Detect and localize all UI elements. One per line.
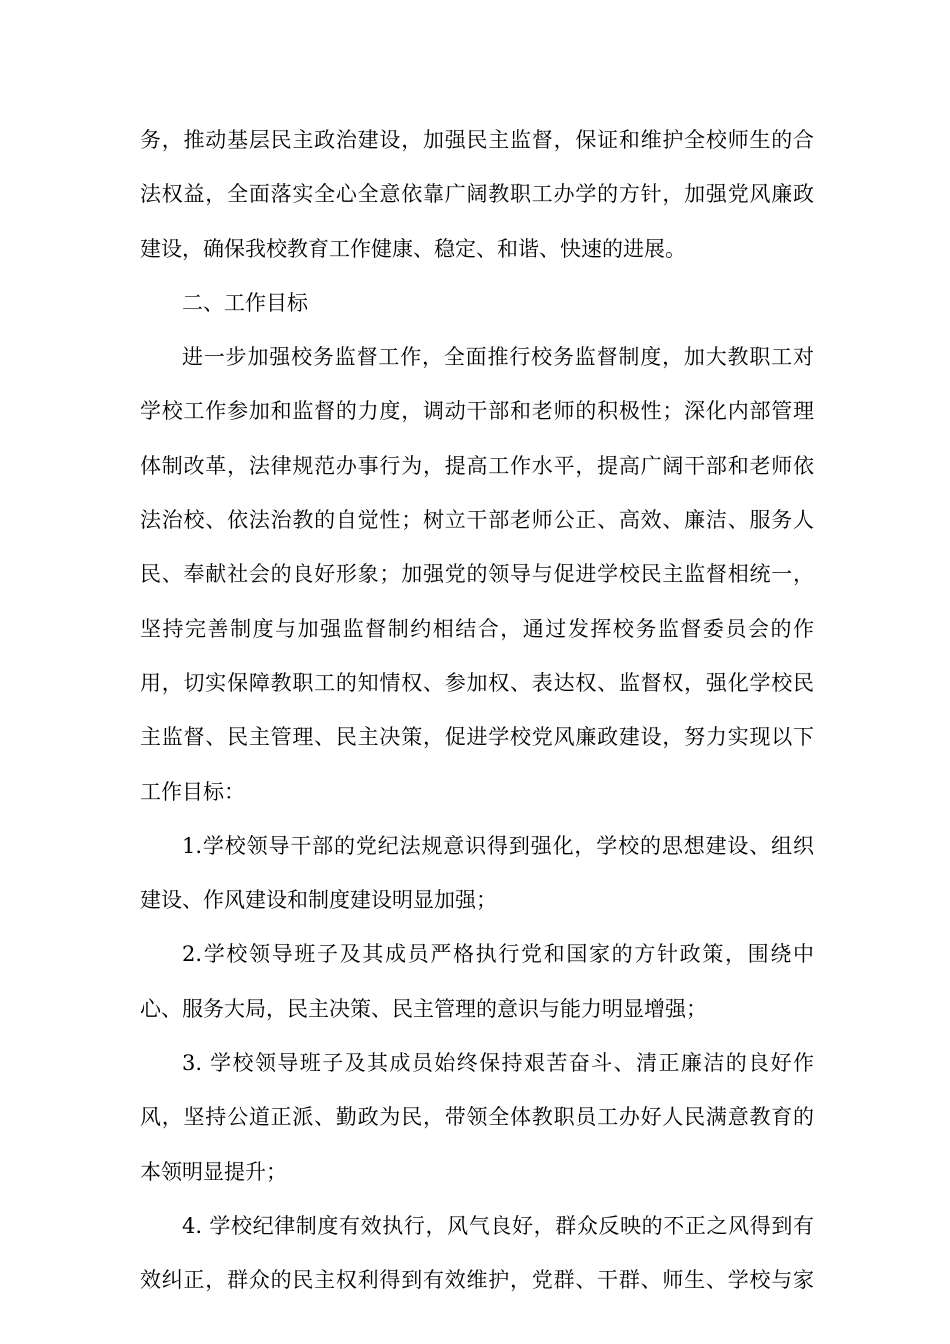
text-line: 效纠正，群众的民主权利得到有效维护，党群、干群、师生、学校与家 — [140, 1268, 814, 1293]
paragraph — [140, 1036, 814, 1199]
paragraph — [140, 1199, 814, 1308]
paragraph — [140, 276, 814, 330]
text-line: 1.学校领导干部的党纪法规意识得到强化，学校的思想建设、组织 — [182, 833, 814, 858]
document-page — [140, 113, 814, 1308]
paragraph — [140, 113, 814, 276]
text-line: 3. 学校领导班子及其成员始终保持艰苦奋斗、清正廉洁的良好作 — [182, 1051, 814, 1076]
text-line: 务，推动基层民主政治建设，加强民主监督，保证和维护全校师生的合 — [140, 128, 814, 152]
paragraph — [140, 330, 814, 819]
text-line: 心、服务大局，民主决策、民主管理的意识与能力明显增强； — [140, 996, 707, 1021]
text-line: 用，切实保障教职工的知情权、参加权、表达权、监督权，强化学校民 — [140, 670, 814, 695]
text-line: 进一步加强校务监督工作，全面推行校务监督制度，加大教职工对 — [182, 345, 814, 370]
text-line: 民、奉献社会的良好形象；加强党的领导与促进学校民主监督相统一， — [140, 562, 814, 587]
text-line: 法治校、依法治教的自觉性；树立干部老师公正、高效、廉洁、服务人 — [140, 508, 814, 533]
text-line: 风，坚持公道正派、勤政为民，带领全体教职员工办好人民满意教育的 — [140, 1105, 814, 1130]
text-line: 主监督、民主管理、民主决策，促进学校党风廉政建设，努力实现以下 — [140, 725, 814, 750]
text-line: 学校工作参加和监督的力度，调动干部和老师的积极性；深化内部管理 — [140, 399, 814, 424]
paragraph — [140, 819, 814, 928]
text-line: 本领明显提升； — [140, 1159, 287, 1184]
text-line: 建设，确保我校教育工作健康、稳定、和谐、快速的进展。 — [140, 236, 686, 261]
text-line: 二、工作目标 — [182, 290, 308, 315]
text-line: 法权益，全面落实全心全意依靠广阔教职工办学的方针，加强党风廉政 — [140, 182, 814, 207]
text-line: 坚持完善制度与加强监督制约相结合，通过发挥校务监督委员会的作 — [140, 616, 814, 641]
text-line: 体制改革，法律规范办事行为，提高工作水平，提高广阔干部和老师依 — [140, 453, 814, 478]
text-line: 2.学校领导班子及其成员严格执行党和国家的方针政策，围绕中 — [182, 942, 814, 967]
text-line: 4. 学校纪律制度有效执行，风气良好，群众反映的不正之风得到有 — [182, 1213, 814, 1238]
paragraph — [140, 927, 814, 1036]
text-line: 工作目标： — [140, 779, 245, 804]
text-line: 建设、作风建设和制度建设明显加强； — [140, 888, 497, 913]
